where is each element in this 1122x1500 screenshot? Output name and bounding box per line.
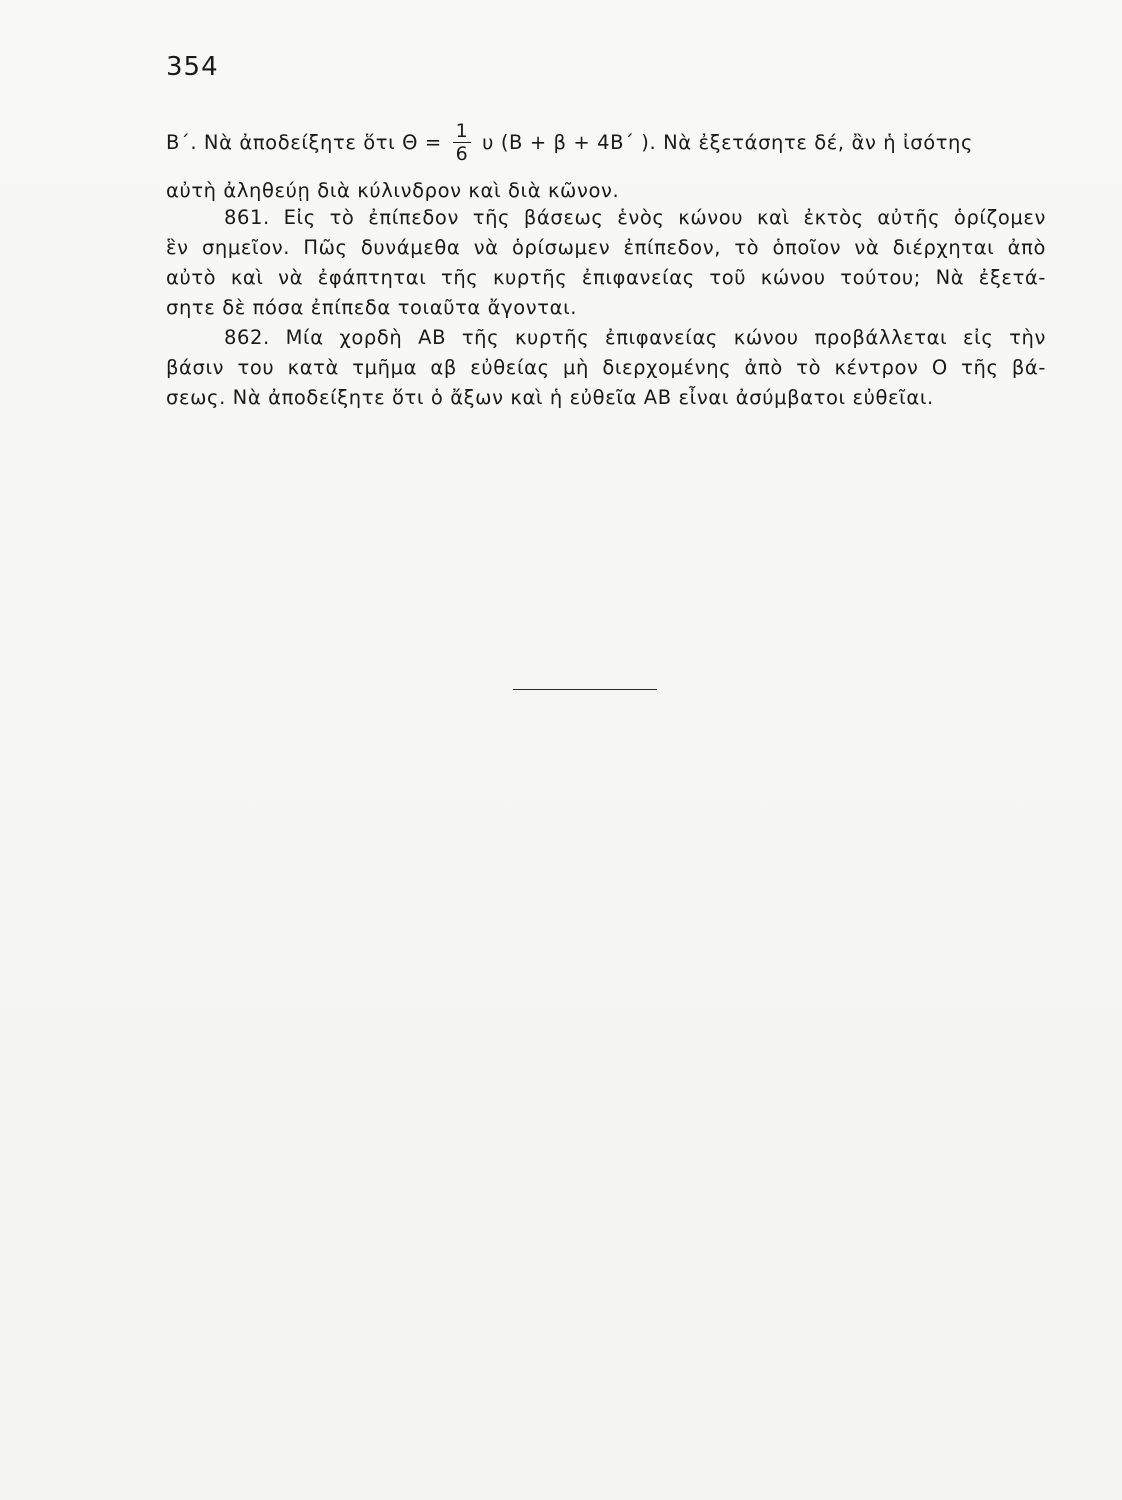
problem-860-continuation bbox=[166, 176, 1046, 206]
section-end-rule bbox=[513, 689, 657, 690]
formula-suffix: υ (Β + β + 4Β΄ ). Νὰ ἐξετάσητε δέ, ἂν ἡ ἰσότης bbox=[482, 131, 974, 154]
fraction-denominator: 6 bbox=[455, 143, 469, 165]
formula-prefix: Β΄. Νὰ ἀποδείξητε ὅτι Θ = bbox=[166, 131, 442, 154]
page-number: 354 bbox=[166, 52, 219, 82]
problem-861-line-3: αὐτὸ καὶ νὰ ἐφάπτηται τῆς κυρτῆς ἐπιφανείας τοῦ κώνου τούτου; Νὰ ἐξετά- bbox=[166, 266, 1046, 289]
problem-862-line-2: βάσιν του κατὰ τμῆμα αβ εὐθείας μὴ διερχομένης ἀπὸ τὸ κέντρον Ο τῆς βά- bbox=[166, 356, 1046, 379]
problem-861 bbox=[166, 203, 1046, 323]
fraction-numerator: 1 bbox=[453, 120, 472, 143]
problem-861-line-2: ἓν σημεῖον. Πῶς δυνάμεθα νὰ ὁρίσωμεν ἐπίπεδον, τὸ ὁποῖον νὰ διέρχηται ἀπὸ bbox=[166, 236, 1046, 259]
problem-861-line-1: 861. Εἰς τὸ ἐπίπεδον τῆς βάσεως ἑνὸς κώνου καὶ ἐκτὸς αὐτῆς ὁρίζομεν bbox=[224, 206, 1046, 229]
problem-860-formula-line bbox=[166, 120, 1046, 180]
problem-862 bbox=[166, 323, 1046, 413]
problem-862-line-1: 862. Μία χορδὴ ΑΒ τῆς κυρτῆς ἐπιφανείας κώνου προβάλλεται εἰς τὴν bbox=[224, 326, 1046, 349]
fraction-one-sixth bbox=[453, 120, 472, 165]
problem-861-line-4: σητε δὲ πόσα ἐπίπεδα τοιαῦτα ἄγονται. bbox=[166, 296, 578, 319]
problem-860-line-2: αὐτὴ ἀληθεύῃ διὰ κύλινδρον καὶ διὰ κῶνον. bbox=[166, 179, 620, 202]
problem-862-line-3: σεως. Νὰ ἀποδείξητε ὅτι ὁ ἄξων καὶ ἡ εὐθεῖα ΑΒ εἶναι ἀσύμβατοι εὐθεῖαι. bbox=[166, 386, 934, 409]
